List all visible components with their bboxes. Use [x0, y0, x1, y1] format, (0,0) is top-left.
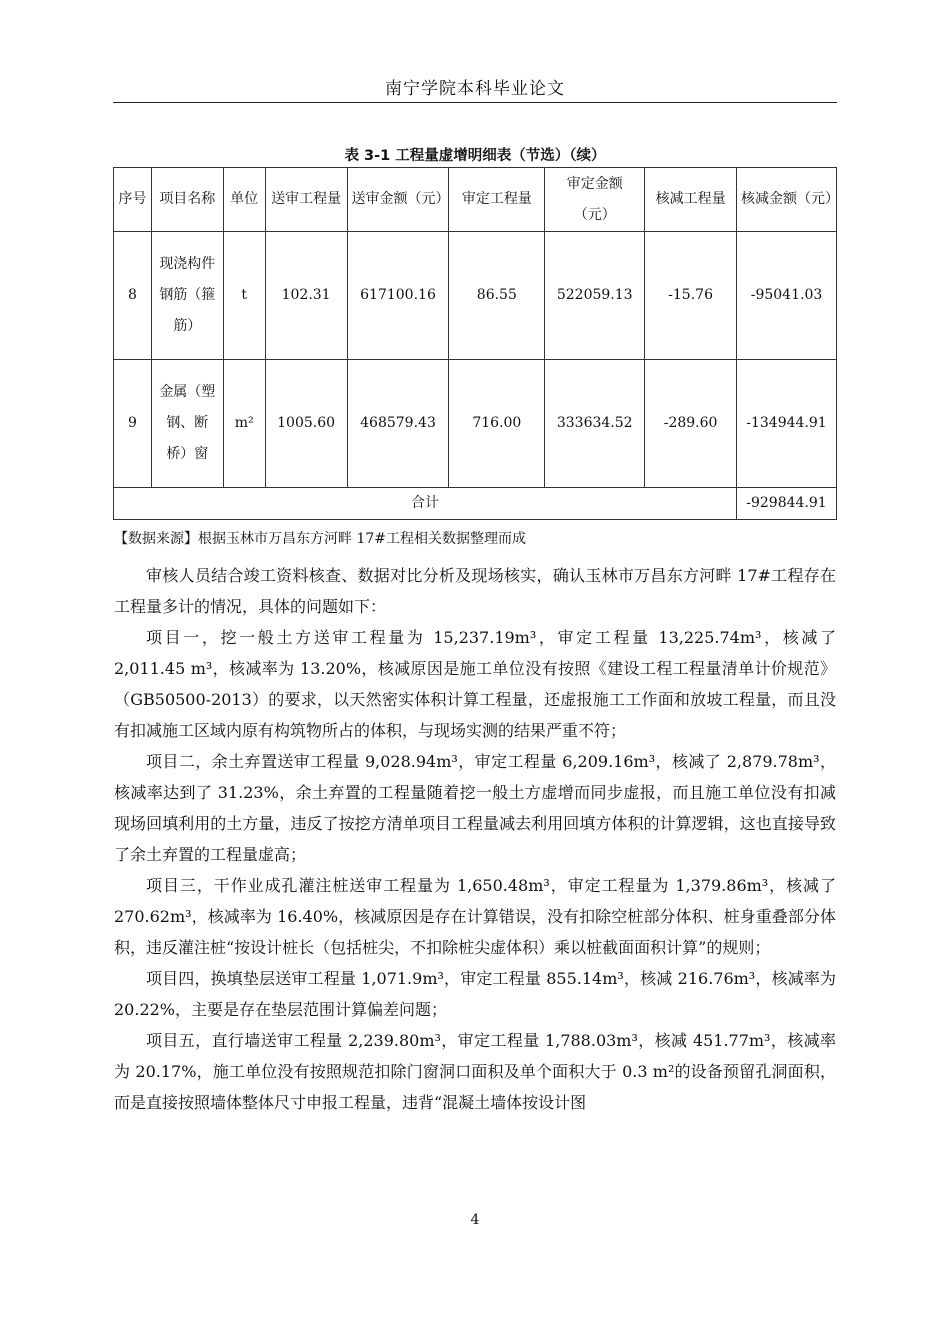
cell-red-qty: -15.76 [645, 232, 737, 360]
table-total-row [114, 488, 837, 520]
body-text [114, 560, 836, 1118]
col-header-red-amt: 核减金额（元） [737, 168, 837, 232]
cell-no: 9 [114, 360, 152, 488]
cell-red-amt: -134944.91 [737, 360, 837, 488]
cell-apr-qty: 86.55 [449, 232, 545, 360]
quantity-table [113, 167, 837, 520]
table-row [114, 232, 837, 360]
cell-apr-amt: 333634.52 [545, 360, 645, 488]
cell-name: 金属（塑钢、断桥）窗 [151, 360, 223, 488]
cell-apr-qty: 716.00 [449, 360, 545, 488]
col-header-apr-amt: 审定金额（元） [545, 168, 645, 232]
total-value: -929844.91 [737, 488, 837, 520]
col-header-no: 序号 [114, 168, 152, 232]
header-title: 南宁学院本科毕业论文 [385, 79, 565, 99]
cell-sub-amt: 468579.43 [347, 360, 449, 488]
cell-no: 8 [114, 232, 152, 360]
page-number: 4 [470, 1212, 480, 1228]
table-header-row [114, 168, 837, 232]
table-row [114, 360, 837, 488]
total-label: 合计 [114, 488, 737, 520]
paragraph: 审核人员结合竣工资料核查、数据对比分析及现场核实，确认玉林市万昌东方河畔 17#工程存在工程量多计的情况，具体的问题如下： [114, 566, 836, 616]
data-source-note: 【数据来源】根据玉林市万昌东方河畔 17#工程相关数据整理而成 [114, 531, 526, 547]
cell-unit: t [223, 232, 265, 360]
cell-name: 现浇构件钢筋（箍筋） [151, 232, 223, 360]
col-header-sub-qty: 送审工程量 [265, 168, 347, 232]
paragraph: 项目二，余土弃置送审工程量 9,028.94m³，审定工程量 6,209.16m³，核减了 2,879.78m³，核减率达到了 31.23%，余土弃置的工程量随着挖一般土方虚增而同步虚报，而且施工单位没有扣减现场回填利用的土方量，违反了按挖方清单项目工程量减去利用回填方体积的计算逻辑，这也直接导致了余土弃置的工程量虚高； [114, 752, 836, 864]
col-header-sub-amt: 送审金额（元） [347, 168, 449, 232]
page-header [113, 74, 837, 103]
col-header-name: 项目名称 [151, 168, 223, 232]
paragraph: 项目五，直行墙送审工程量 2,239.80m³，审定工程量 1,788.03m³，核减 451.77m³，核减率为 20.17%，施工单位没有按照规范扣除门窗洞口面积及单个面积大于 0.3 m²的设备预留孔洞面积，而是直接按照墙体整体尺寸申报工程量，违背“混凝土墙体按设计图 [114, 1031, 836, 1112]
cell-sub-qty: 1005.60 [265, 360, 347, 488]
cell-sub-qty: 102.31 [265, 232, 347, 360]
paragraph: 项目三，干作业成孔灌注桩送审工程量为 1,650.48m³，审定工程量为 1,379.86m³，核减了 270.62m³，核减率为 16.40%，核减原因是存在计算错误，没有扣除空桩部分体积、桩身重叠部分体积，违反灌注桩“按设计桩长（包括桩尖，不扣除桩尖虚体积）乘以桩截面面积计算”的规则； [114, 876, 836, 957]
cell-unit: m² [223, 360, 265, 488]
cell-apr-amt: 522059.13 [545, 232, 645, 360]
cell-sub-amt: 617100.16 [347, 232, 449, 360]
cell-red-qty: -289.60 [645, 360, 737, 488]
paragraph: 项目一，挖一般土方送审工程量为 15,237.19m³，审定工程量 13,225.74m³，核减了 2,011.45 m³，核减率为 13.20%，核减原因是施工单位没有按照《建设工程工程量清单计价规范》（GB50500-2013）的要求，以天然密实体积计算工程量，还虚报施工工作面和放坡工程量，而且没有扣减施工区域内原有构筑物所占的体积，与现场实测的结果严重不符； [114, 628, 836, 740]
col-header-unit: 单位 [223, 168, 265, 232]
table-caption: 表 3-1 工程量虚增明细表（节选）（续） [344, 148, 606, 164]
paragraph: 项目四，换填垫层送审工程量 1,071.9m³，审定工程量 855.14m³，核减 216.76m³，核减率为 20.22%，主要是存在垫层范围计算偏差问题； [114, 969, 836, 1019]
col-header-apr-qty: 审定工程量 [449, 168, 545, 232]
cell-red-amt: -95041.03 [737, 232, 837, 360]
col-header-red-qty: 核减工程量 [645, 168, 737, 232]
